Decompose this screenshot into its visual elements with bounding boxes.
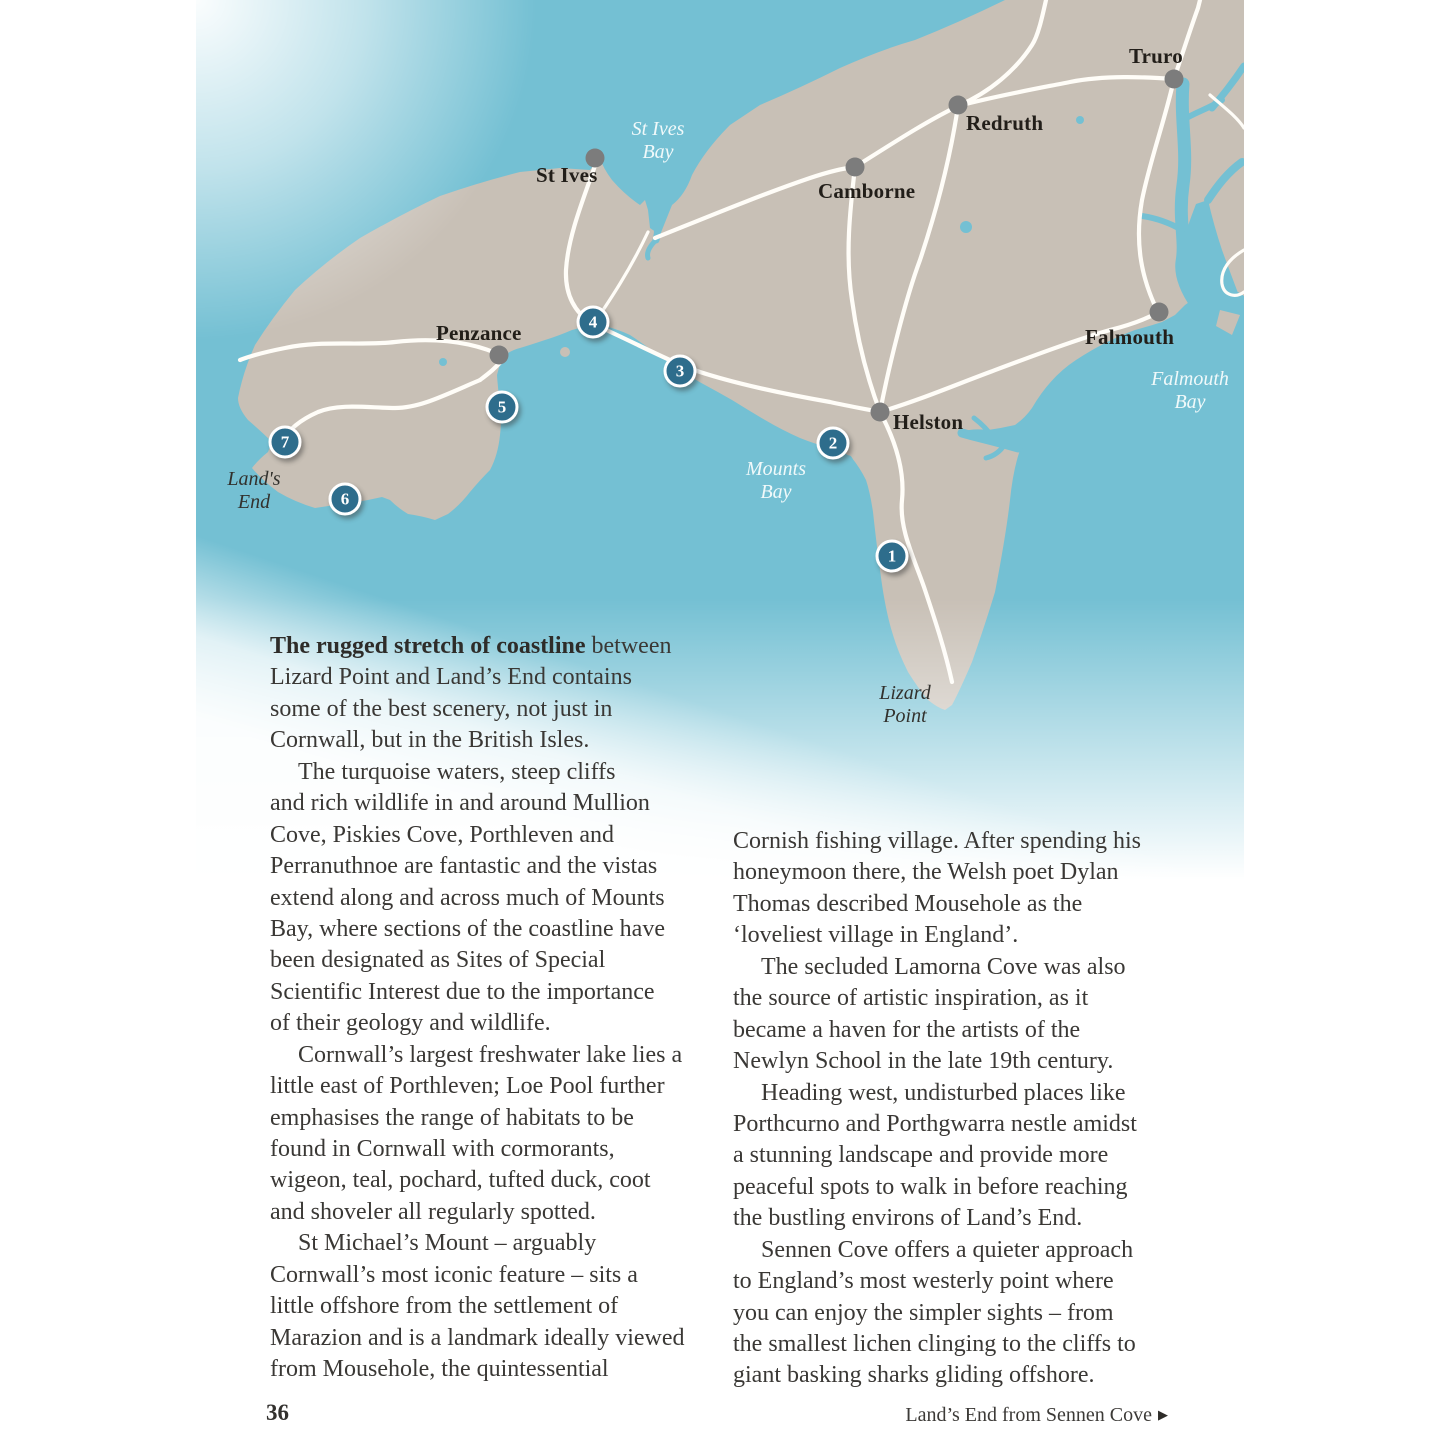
footer-title-row [905,1404,1168,1427]
footer-title: Land’s End from Sennen Cove [905,1404,1152,1426]
st-michaels-mount-islet [560,347,570,357]
text-line: of their geology and wildlife. [270,1010,551,1037]
text-line: Cornwall, but in the British Isles. [270,727,590,754]
town-label-penzance: Penzance [436,321,522,345]
text-line: emphasises the range of habitats to be [270,1104,634,1131]
route-marker-4: 4 [577,306,610,339]
page-number: 36 [266,1400,289,1425]
text-line: St Michael’s Mount – arguably [298,1230,597,1257]
town-dot-falmouth [1150,303,1169,322]
text-line: Newlyn School in the late 19th century. [733,1048,1114,1075]
text-line: and rich wildlife in and around Mullion [270,790,650,817]
water-label-falmouth-bay: Falmouth Bay [1151,368,1229,413]
text-line: Cornwall’s most iconic feature – sits a [270,1261,638,1288]
text-line: Scientific Interest due to the importance [270,978,655,1005]
water-label-lizard-point: Lizard Point [879,682,931,727]
town-label-redruth: Redruth [966,111,1044,135]
text-line: wigeon, teal, pochard, tufted duck, coot [270,1167,651,1194]
text-line: The secluded Lamorna Cove was also [761,953,1126,980]
route-marker-5: 5 [486,391,519,424]
text-line: Sennen Cove offers a quieter approach [761,1236,1134,1263]
footer-arrow-icon: ▶ [1158,1407,1168,1422]
town-label-camborne: Camborne [818,179,916,203]
text-line: Bay, where sections of the coastline have [270,915,665,942]
text-line: little offshore from the settlement of [270,1293,619,1320]
text-line: to England’s most westerly point where [733,1268,1114,1295]
text-line: ‘loveliest village in England’. [733,922,1019,949]
town-dot-truro [1165,70,1184,89]
text-line: a stunning landscape and provide more [733,1142,1109,1169]
text-line: you can enjoy the simpler sights – from [733,1299,1114,1326]
lead-bold-text: The rugged stretch of coastline [270,633,586,659]
town-dot-camborne [846,158,865,177]
route-marker-7: 7 [269,426,302,459]
text-line: the source of artistic inspiration, as it [733,985,1089,1012]
article-right-column [733,826,1173,1392]
town-dot-penzance [490,346,509,365]
town-dot-helston [871,403,890,422]
text-line: Cornish fishing village. After spending his [733,828,1141,854]
text-line: been designated as Sites of Special [270,947,606,974]
text-line: Porthcurno and Porthgwarra nestle amidst [733,1110,1137,1137]
town-label-st-ives: St Ives [536,163,598,187]
text-line: became a haven for the artists of the [733,1016,1081,1043]
town-label-helston: Helston [893,410,964,434]
article-left-column [270,631,706,1386]
text-line: some of the best scenery, not just in [270,695,613,722]
text-line: Thomas described Mousehole as the [733,890,1083,917]
town-label-falmouth: Falmouth [1085,325,1175,349]
text-line: The rugged stretch of coastline between [270,633,672,659]
town-label-truro: Truro [1129,44,1183,68]
water-label-land-s-end: Land's End [227,468,281,513]
route-marker-1: 1 [876,540,909,573]
town-dot-redruth [949,96,968,115]
text-line: extend along and across much of Mounts [270,884,665,911]
text-line: the bustling environs of Land’s End. [733,1205,1083,1232]
text-line: Heading west, undisturbed places like [761,1079,1126,1106]
text-line: Perranuthnoe are fantastic and the vistas [270,853,658,880]
water-label-st-ives-bay: St Ives Bay [631,118,685,163]
text-line: from Mousehole, the quintessential [270,1356,609,1383]
text-line: Cove, Piskies Cove, Porthleven and [270,821,614,848]
water-label-mounts-bay: Mounts Bay [746,458,806,503]
route-marker-2: 2 [817,427,850,460]
text-line: The turquoise waters, steep cliffs [298,758,616,785]
text-line: giant basking sharks gliding offshore. [733,1362,1095,1389]
text-line: and shoveler all regularly spotted. [270,1198,596,1225]
text-line: the smallest lichen clinging to the cliffs to [733,1331,1136,1357]
text-line: Marazion and is a landmark ideally viewed [270,1324,685,1351]
text-line: Cornwall’s largest freshwater lake lies a [298,1041,683,1068]
text-line: honeymoon there, the Welsh poet Dylan [733,859,1119,886]
text-line: little east of Porthleven; Loe Pool further [270,1073,665,1100]
route-marker-6: 6 [329,483,362,516]
text-line: found in Cornwall with cormorants, [270,1136,615,1162]
route-marker-3: 3 [664,355,697,388]
text-line: peaceful spots to walk in before reaching [733,1173,1128,1200]
text-line: Lizard Point and Land’s End contains [270,664,632,691]
